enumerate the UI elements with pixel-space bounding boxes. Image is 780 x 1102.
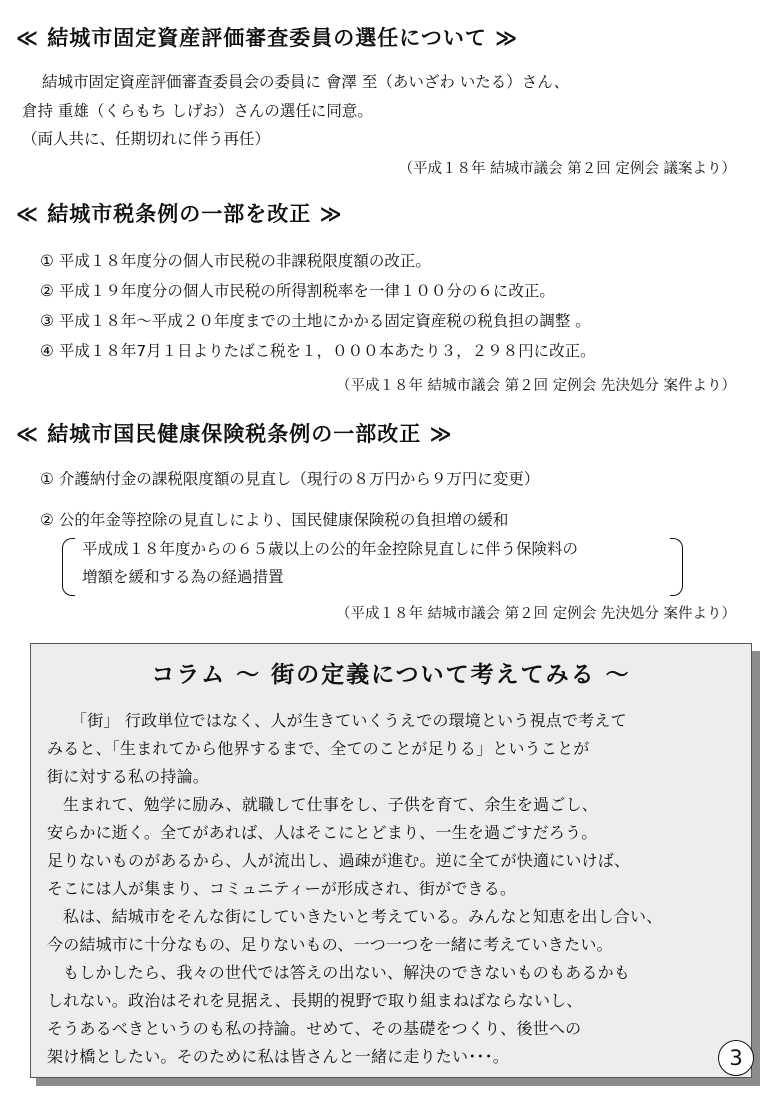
section-2-list-item: ① 平成１８年度分の個人市民税の非課税限度額の改正。 xyxy=(40,252,431,270)
section-1-text-line: 結城市固定資産評価審査委員会の委員に 會澤 至（あいざわ いたる）さん、 xyxy=(42,73,570,91)
column-text-line: そこには人が集まり、コミュニティーが形成され、街ができる。 xyxy=(47,879,517,898)
section-2-list-item: ④ 平成１８年7月１日よりたばこ税を１，０００本あたり３，２９８円に改正。 xyxy=(40,342,596,360)
section-1-source: （平成１８年 結城市議会 第２回 定例会 議案より） xyxy=(398,161,736,177)
section-3-note-line: 増額を緩和する為の経過措置 xyxy=(82,568,284,586)
page-number: 3 xyxy=(718,1040,754,1076)
column-title: コラム ～ 街の定義について考えてみる ～ xyxy=(151,662,631,688)
section-3-note-line: 平成成１８年度からの６５歳以上の公的年金控除見直しに伴う保険料の xyxy=(82,540,579,558)
column-text-line: 私は、結城市をそんな街にしていきたいと考えている。みんなと知恵を出し合い、 xyxy=(63,907,663,926)
column-text-line: 安らかに逝く。全てがあれば、人はそこにとどまり、一生を過ごすだろう。 xyxy=(47,823,598,842)
column-text-line: 街に対する私の持論。 xyxy=(47,767,210,786)
column-text-line: もしかしたら、我々の世代では答えの出ない、解決のできないものもあるかも xyxy=(63,963,631,982)
column-text-line: みると、「生まれてから他界するまで、全てのことが足りる」ということが xyxy=(47,739,590,758)
section-3-list-item: ② 公的年金等控除の見直しにより、国民健康保険税の負担増の緩和 xyxy=(40,511,509,529)
column-text-line: 架け橋としたい。そのために私は皆さんと一緒に走りたい･･･。 xyxy=(47,1047,510,1066)
section-2-source: （平成１８年 結城市議会 第２回 定例会 先決処分 案件より） xyxy=(335,378,736,394)
note-left-bracket xyxy=(62,538,75,596)
section-3-list-item: ① 介護納付金の課税限度額の見直し（現行の８万円から９万円に変更） xyxy=(40,470,540,488)
section-1-heading: ≪ 結城市固定資産評価審査委員の選任について ≫ xyxy=(16,26,519,50)
column-text-line: しれない。政治はそれを見据え、長期的視野で取り組まねばならないし、 xyxy=(47,991,583,1010)
column-box xyxy=(30,643,752,1078)
section-2-list-item: ② 平成１９年度分の個人市民税の所得割税率を一律１００分の６に改正。 xyxy=(40,282,555,300)
section-2-heading: ≪ 結城市税条例の一部を改正 ≫ xyxy=(16,202,343,226)
column-text-line: そうあるべきというのも私の持論。せめて、その基礎をつくり、後世への xyxy=(47,1019,582,1038)
note-right-bracket xyxy=(670,538,683,596)
column-text-line: 「街」 行政単位ではなく、人が生きていくうえでの環境という視点で考えて xyxy=(71,711,627,730)
column-text-line: 今の結城市に十分なもの、足りないもの、一つ一つを一緒に考えていきたい。 xyxy=(47,935,613,954)
section-1-text-line: 倉持 重雄（くらもち しげお）さんの選任に同意。 xyxy=(22,102,373,120)
section-2-list-item: ③ 平成１８年～平成２０年度までの土地にかかる固定資産税の税負担の調整 。 xyxy=(40,312,591,330)
section-1-text-line: （両人共に、任期切れに伴う再任） xyxy=(22,130,271,148)
column-text-line: 足りないものがあるから、人が流出し、過疎が進む。逆に全てが快適にいけば、 xyxy=(47,851,631,870)
section-3-heading: ≪ 結城市国民健康保険税条例の一部改正 ≫ xyxy=(16,422,453,446)
column-text-line: 生まれて、勉学に励み、就職して仕事をし、子供を育て、余生を過ごし、 xyxy=(63,795,598,814)
section-3-source: （平成１８年 結城市議会 第２回 定例会 先決処分 案件より） xyxy=(335,606,736,622)
